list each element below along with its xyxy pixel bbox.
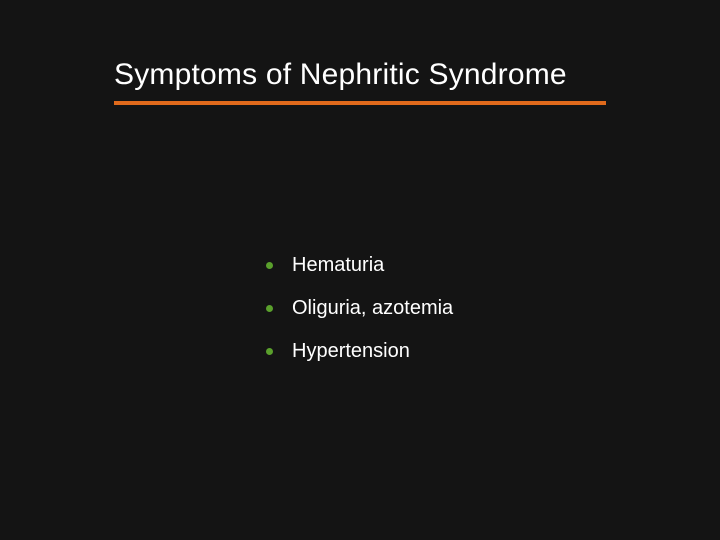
bullet-text: Hypertension [292, 340, 410, 362]
bullet-text: Hematuria [292, 254, 385, 276]
slide-title: Symptoms of Nephritic Syndrome [114, 58, 567, 91]
bullet-text: Oliguria, azotemia [292, 297, 454, 319]
title-underline [114, 101, 606, 105]
list-item [266, 330, 453, 373]
list-item [266, 244, 453, 287]
list-item [266, 287, 453, 330]
bullet-list [266, 244, 453, 373]
bullet-icon [266, 305, 273, 312]
bullet-icon [266, 348, 273, 355]
bullet-icon [266, 262, 273, 269]
